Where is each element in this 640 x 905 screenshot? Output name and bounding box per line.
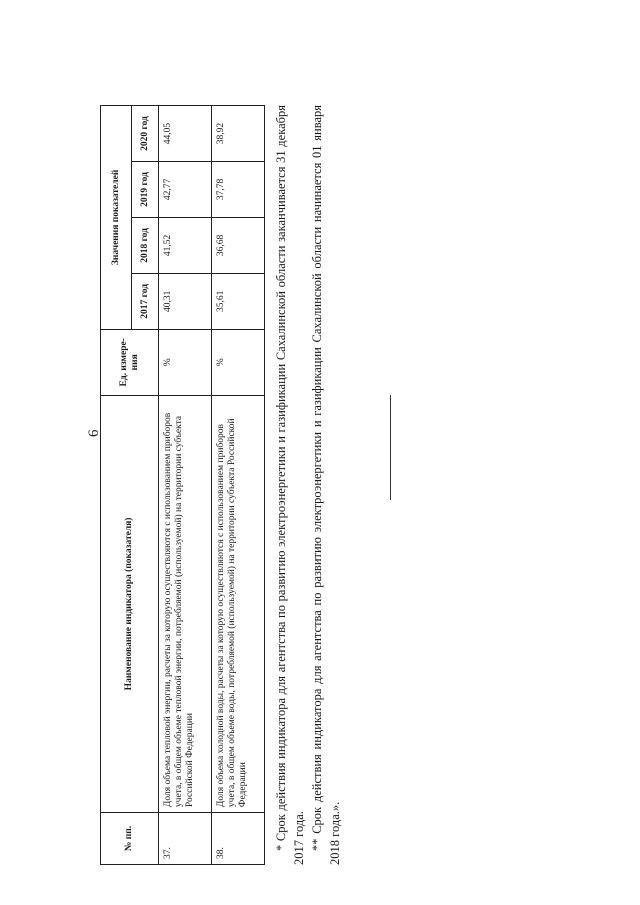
header-name: Наименование индикатора (показателя) bbox=[101, 395, 159, 812]
value-2019: 42,77 bbox=[159, 162, 212, 218]
header-unit: Ед. измере-ния bbox=[101, 329, 159, 395]
indicator-name: Доля объема холодной воды, расчеты за которую осуществляются с использованием приборов учета, в общем объеме воды, потребляемой (используемой) на территории субъекта Российской Федерации bbox=[212, 395, 265, 812]
indicator-unit: % bbox=[159, 329, 212, 395]
footnote-1: * Срок действия индикатора для агентства по развитию электроэнергетики и газификации Сахалинской области заканчивается 31 декабря 2017 года. bbox=[274, 105, 307, 865]
indicators-table bbox=[100, 105, 265, 865]
table-row bbox=[159, 106, 212, 865]
indicator-name: Доля объема тепловой энергии, расчеты за которую осуществляются с использованием приборов учета, в общем объеме тепловой энергии, потребляемой (используемой) на территории субъекта Российской Федерации bbox=[159, 395, 212, 812]
rotated-page bbox=[80, 105, 520, 865]
header-year-2019: 2019 год bbox=[132, 162, 159, 218]
header-values-group: Значения показателей bbox=[101, 106, 132, 330]
value-2017: 35,61 bbox=[212, 273, 265, 329]
page-number: 6 bbox=[86, 429, 102, 437]
value-2018: 36,68 bbox=[212, 217, 265, 273]
value-2020: 44,05 bbox=[159, 106, 212, 162]
value-2019: 37,78 bbox=[212, 162, 265, 218]
table-header-row bbox=[101, 106, 132, 865]
header-num: № пп. bbox=[101, 813, 159, 865]
row-number: 38. bbox=[212, 813, 265, 865]
header-year-2017: 2017 год bbox=[132, 273, 159, 329]
indicator-unit: % bbox=[212, 329, 265, 395]
table-row bbox=[212, 106, 265, 865]
header-year-2020: 2020 год bbox=[132, 106, 159, 162]
value-2017: 40,31 bbox=[159, 273, 212, 329]
footnote-2: ** Срок действия индикатора для агентства по развитию электроэнергетики и газификации Сахалинской области начинается 01 января 2018 года.». bbox=[310, 105, 343, 865]
separator-line bbox=[390, 395, 391, 500]
value-2020: 38,92 bbox=[212, 106, 265, 162]
header-year-2018: 2018 год bbox=[132, 217, 159, 273]
row-number: 37. bbox=[159, 813, 212, 865]
value-2018: 41,52 bbox=[159, 217, 212, 273]
footnotes bbox=[272, 105, 345, 865]
